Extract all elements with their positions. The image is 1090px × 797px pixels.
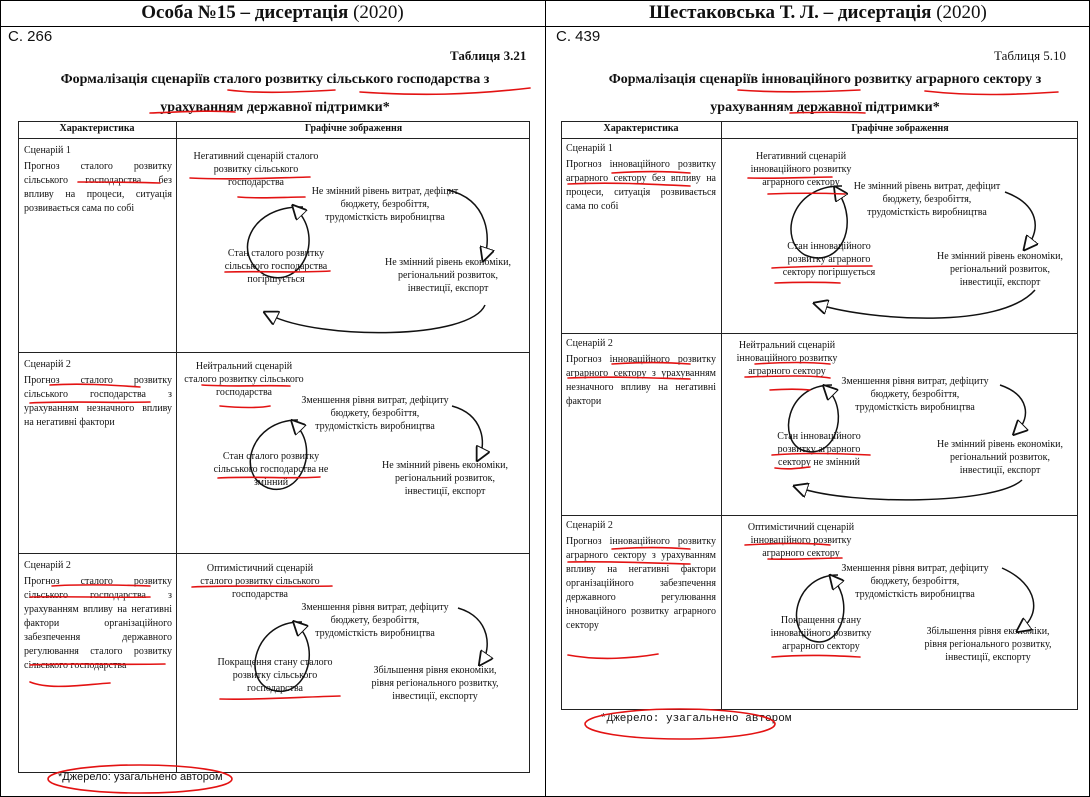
left-row3-center: Покращення стану сталого розвитку сільського господарства: [217, 657, 333, 694]
left-header-type: – дисертація: [235, 2, 349, 23]
left-row-line-1: [18, 352, 530, 353]
right-header-year: (2020): [931, 2, 987, 23]
left-row1-center: Стан сталого розвитку сільського господарства погіршується: [224, 248, 328, 285]
right-row3-desc: Прогноз інноваційного розвитку аграрного сектору з урахуванням впливу на негативні фактори організаційного забезпечення державного регулювання інноваційного розвитку аграрного сектору: [566, 536, 716, 631]
right-row1-scenario: Сценарій 1: [566, 143, 613, 154]
right-row2-top: Нейтральний сценарій інноваційного розвитку аграрного сектору: [736, 340, 838, 377]
left-row2-scenario: Сценарій 2: [24, 359, 71, 370]
left-row2-center: Стан сталого розвитку сільського господарства не змінний: [213, 451, 329, 488]
left-row2-characteristic: [24, 358, 172, 430]
left-header-row-line: [18, 138, 530, 139]
left-col-graphic: Графічне зображення: [304, 123, 403, 134]
right-row2-scenario: Сценарій 2: [566, 338, 613, 349]
right-row1-bottom: Не змінний рівень економіки, регіональний розвиток, інвестиції, експорт: [936, 251, 1064, 288]
left-col-divider: [176, 121, 177, 773]
right-row3-characteristic: [566, 519, 716, 633]
right-row2-bottom: Не змінний рівень економіки, регіональний розвиток, інвестиції, експорт: [936, 439, 1064, 476]
right-table-number: Таблиця 5.10: [994, 48, 1067, 63]
left-title-line-1: Формалізація сценаріїв сталого розвитку сільського господарства з: [60, 72, 490, 87]
right-row3-bottom: Збільшення рівня економіки, рівня регіонального розвитку, інвестиції, експорту: [924, 626, 1052, 663]
right-row3-scenario: Сценарій 2: [566, 520, 613, 531]
left-row1-characteristic: [24, 144, 172, 216]
right-row3-center: Покращення стану інноваційного розвитку аграрного сектору: [770, 615, 872, 652]
right-row-line-1: [561, 333, 1078, 334]
left-source-note: *Джерело: узагальнено автором: [58, 771, 223, 783]
right-table-title: [570, 66, 1080, 122]
right-row2-center: Стан інноваційного розвитку аграрного сектору не змінний: [777, 431, 861, 468]
left-row1-right: Не змінний рівень витрат, дефіцит бюджету, безробіття, трудомісткість виробництва: [311, 186, 459, 223]
left-row2-right: Зменшення рівня витрат, дефіциту бюджету, безробіття, трудомісткість виробництва: [301, 395, 449, 432]
left-row3-right: Зменшення рівня витрат, дефіциту бюджету, безробіття, трудомісткість виробництва: [301, 602, 449, 639]
right-source-note: *Джерело: узагальнено автором: [600, 713, 792, 725]
left-row1-desc: Прогноз сталого розвитку сільського господарства без впливу на процеси, ситуація розвивається сама по собі: [24, 161, 172, 214]
left-page-ref: С. 266: [8, 28, 53, 45]
column-divider: [545, 0, 546, 797]
left-row1-scenario: Сценарій 1: [24, 145, 71, 156]
right-row1-top: Негативний сценарій інноваційного розвитку аграрного сектору: [750, 151, 852, 188]
left-row1-top: Негативний сценарій сталого розвитку сільського господарства: [193, 151, 319, 188]
left-row2-top: Нейтральний сценарій сталого розвитку сільського господарства: [184, 361, 304, 398]
left-row3-scenario: Сценарій 2: [24, 560, 71, 571]
left-row3-desc: Прогноз сталого розвитку сільського господарства з урахуванням впливу на негативні фактори організаційного забезпечення державного регулювання сталого розвитку сільського господарства: [24, 576, 172, 671]
right-row1-right: Не змінний рівень витрат, дефіцит бюджету, безробіття, трудомісткість виробництва: [853, 181, 1001, 218]
right-col-characteristic: Характеристика: [603, 123, 679, 134]
left-title-line-2: урахуванням державної підтримки*: [160, 100, 390, 115]
left-header-year: (2020): [348, 2, 404, 23]
right-row3-top: Оптимістичний сценарій інноваційного розвитку аграрного сектору: [747, 522, 855, 559]
right-title-line-2: урахуванням державної підтримки*: [710, 100, 940, 115]
right-header-author: Шестаковська Т. Л. – дисертація: [649, 2, 932, 23]
right-col-graphic: Графічне зображення: [851, 123, 949, 134]
left-row3-characteristic: [24, 559, 172, 673]
right-header: [546, 0, 1090, 26]
right-row-line-2: [561, 515, 1078, 516]
left-table-number: Таблиця 3.21: [450, 48, 527, 63]
left-row3-bottom: Збільшення рівня економіки, рівня регіонального розвитку, інвестиції, експорту: [371, 665, 499, 702]
left-row2-desc: Прогноз сталого розвитку сільського господарства з урахуванням незначного впливу на негативні фактори: [24, 375, 172, 428]
left-row2-bottom: Не змінний рівень економіки, регіональний розвиток, інвестиції, експорт: [381, 460, 509, 497]
left-row-line-2: [18, 553, 530, 554]
right-row2-right: Зменшення рівня витрат, дефіциту бюджету, безробіття, трудомісткість виробництва: [841, 376, 989, 413]
left-header-author: Особа №15: [141, 2, 236, 23]
right-row2-desc: Прогноз інноваційного розвитку аграрного сектору з урахуванням незначного впливу на негативні фактори: [566, 354, 716, 407]
right-title-line-1: Формалізація сценаріїв інноваційного розвитку аграрного сектору з: [608, 72, 1042, 87]
right-header-row-line: [561, 138, 1078, 139]
left-row1-bottom: Не змінний рівень економіки, регіональний розвиток, інвестиції, експорт: [384, 257, 512, 294]
header-divider: [0, 26, 1090, 27]
right-row2-characteristic: [566, 337, 716, 409]
left-row3-top: Оптимістичний сценарій сталого розвитку сільського господарства: [200, 563, 320, 600]
right-row3-right: Зменшення рівня витрат, дефіциту бюджету, безробіття, трудомісткість виробництва: [841, 563, 989, 600]
right-col-divider: [721, 121, 722, 710]
right-page-ref: С. 439: [556, 28, 601, 45]
left-col-characteristic: Характеристика: [59, 123, 135, 134]
right-row1-center: Стан інноваційного розвитку аграрного сектору погіршується: [782, 241, 876, 278]
right-row1-characteristic: [566, 142, 716, 214]
left-table-title: [20, 66, 530, 122]
left-header: [0, 0, 545, 26]
right-row1-desc: Прогноз інноваційного розвитку аграрного сектору без впливу на процеси, ситуація розвивається сама по собі: [566, 159, 716, 212]
